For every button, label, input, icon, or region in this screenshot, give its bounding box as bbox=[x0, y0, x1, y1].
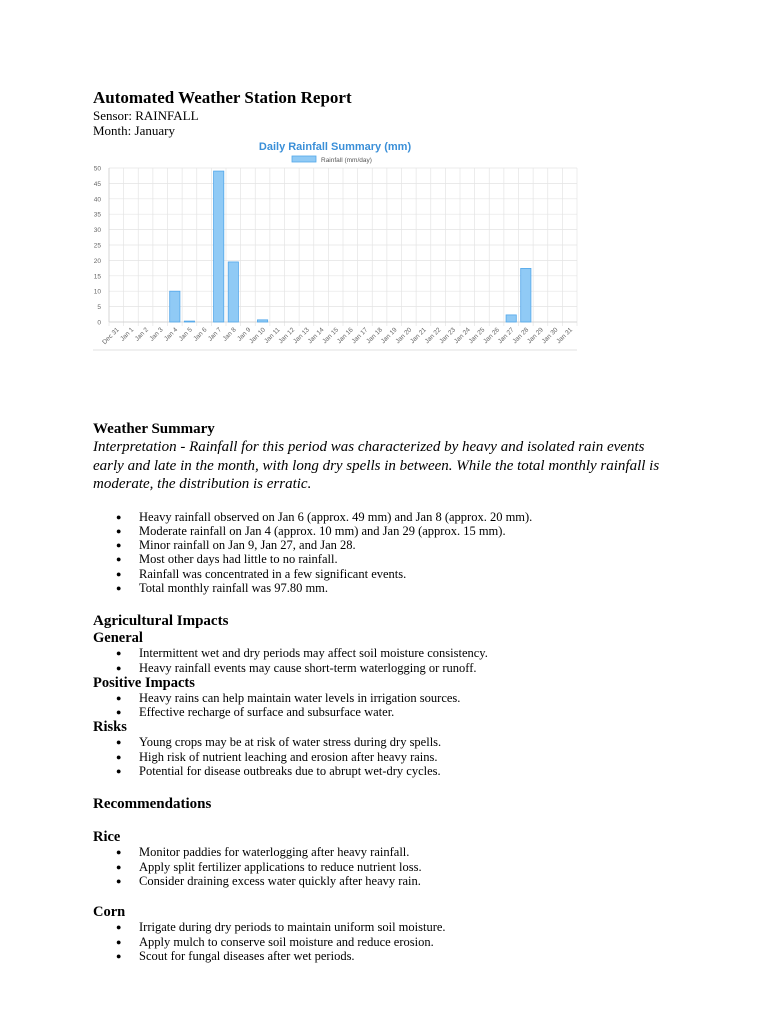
list-item: ● Heavy rainfall observed on Jan 6 (approx. 49 mm) and Jan 8 (approx. 20 mm). bbox=[139, 510, 693, 524]
risks-title: Risks bbox=[93, 719, 127, 736]
chart-title: Daily Rainfall Summary (mm) bbox=[258, 141, 412, 153]
list-item: ● Apply mulch to conserve soil moisture and reduce erosion. bbox=[139, 935, 693, 949]
x-tick-label: Jan 22 bbox=[423, 326, 443, 346]
x-tick-label: Jan 16 bbox=[335, 326, 355, 346]
corn-list bbox=[93, 920, 693, 963]
list-item: ● Total monthly rainfall was 97.80 mm. bbox=[139, 581, 693, 595]
report-title: Automated Weather Station Report bbox=[93, 88, 352, 107]
x-tick-label: Jan 6 bbox=[192, 326, 209, 343]
x-tick-label: Jan 9 bbox=[236, 326, 253, 343]
y-tick-label: 0 bbox=[97, 319, 101, 327]
y-tick-label: 15 bbox=[93, 273, 101, 281]
x-tick-label: Jan 18 bbox=[365, 326, 384, 346]
list-item: ● Moderate rainfall on Jan 4 (approx. 10 mm) and Jan 29 (approx. 15 mm). bbox=[139, 524, 693, 538]
bar bbox=[184, 321, 194, 322]
y-tick-label: 20 bbox=[93, 257, 101, 265]
list-item: ● Rainfall was concentrated in a few significant events. bbox=[139, 567, 693, 581]
x-tick-label: Jan 13 bbox=[292, 326, 311, 346]
y-tick-label: 25 bbox=[93, 242, 101, 250]
sensor-label: Sensor: RAINFALL bbox=[93, 108, 199, 123]
x-tick-label: Jan 3 bbox=[148, 326, 165, 343]
bar bbox=[521, 268, 531, 322]
list-item: ● Heavy rains can help maintain water levels in irrigation sources. bbox=[139, 691, 693, 705]
x-tick-label: Jan 25 bbox=[467, 326, 487, 346]
list-item: ● Effective recharge of surface and subsurface water. bbox=[139, 705, 693, 719]
rice-title: Rice bbox=[93, 829, 121, 846]
x-tick-label: Jan 27 bbox=[496, 326, 516, 346]
x-tick-label: Jan 4 bbox=[163, 326, 180, 343]
agricultural-impacts-title: Agricultural Impacts bbox=[93, 613, 229, 630]
list-item: ● Potential for disease outbreaks due to abrupt wet-dry cycles. bbox=[139, 764, 693, 778]
list-item: ● Minor rainfall on Jan 9, Jan 27, and Jan 28. bbox=[139, 538, 693, 552]
month-label: Month: January bbox=[93, 123, 175, 138]
x-tick-label: Jan 11 bbox=[263, 326, 282, 345]
y-tick-label: 30 bbox=[93, 227, 101, 235]
positive-impacts-list bbox=[93, 691, 693, 720]
y-tick-label: 10 bbox=[93, 288, 101, 296]
risks-list bbox=[93, 735, 693, 778]
x-tick-label: Jan 5 bbox=[177, 326, 194, 343]
list-item: ● Scout for fungal diseases after wet periods. bbox=[139, 949, 693, 963]
weather-summary-title: Weather Summary bbox=[93, 421, 215, 437]
rainfall-chart-svg bbox=[93, 141, 577, 401]
x-tick-label: Jan 1 bbox=[119, 326, 136, 343]
legend-label: Rainfall (mm/day) bbox=[321, 157, 372, 164]
list-item: ● Irrigate during dry periods to maintain uniform soil moisture. bbox=[139, 920, 693, 934]
general-list bbox=[93, 646, 693, 675]
x-tick-label: Jan 7 bbox=[206, 326, 224, 343]
x-tick-label: Jan 19 bbox=[379, 326, 399, 346]
y-tick-label: 40 bbox=[93, 196, 101, 204]
bar bbox=[506, 315, 516, 322]
weather-interpretation: Interpretation - Rainfall for this period was characterized by heavy and isolated rain events early and late in the month, with long dry spells in between. While the total monthly rainfall is moderate, the distribution is erratic. bbox=[93, 439, 660, 492]
x-tick-label: Jan 29 bbox=[526, 326, 545, 346]
rainfall-chart bbox=[93, 141, 577, 401]
list-item: ● Monitor paddies for waterlogging after heavy rainfall. bbox=[139, 845, 693, 859]
x-tick-label: Jan 12 bbox=[277, 326, 297, 346]
y-tick-label: 5 bbox=[97, 304, 101, 312]
bar bbox=[170, 291, 180, 322]
rice-list bbox=[93, 845, 693, 888]
positive-impacts-title: Positive Impacts bbox=[93, 674, 195, 691]
list-item: ● High risk of nutrient leaching and erosion after heavy rains. bbox=[139, 750, 693, 764]
x-tick-label: Jan 20 bbox=[394, 326, 414, 346]
x-tick-label: Jan 30 bbox=[540, 326, 560, 346]
x-tick-label: Jan 14 bbox=[306, 326, 326, 346]
report-page bbox=[93, 88, 693, 963]
bar bbox=[257, 320, 267, 322]
x-tick-label: Jan 8 bbox=[221, 326, 238, 343]
x-tick-label: Jan 24 bbox=[452, 326, 472, 346]
x-tick-label: Jan 26 bbox=[482, 326, 501, 346]
corn-title: Corn bbox=[93, 904, 126, 921]
x-tick-label: Jan 31 bbox=[555, 326, 575, 346]
x-tick-label: Jan 28 bbox=[511, 326, 531, 346]
y-tick-label: 50 bbox=[93, 165, 101, 173]
list-item: ● Young crops may be at risk of water stress during dry spells. bbox=[139, 735, 693, 749]
x-tick-label: Jan 21 bbox=[409, 326, 428, 346]
bar bbox=[214, 171, 224, 322]
recommendations-title: Recommendations bbox=[93, 796, 212, 813]
x-tick-label: Jan 2 bbox=[133, 326, 150, 343]
list-item: ● Apply split fertilizer applications to reduce nutrient loss. bbox=[139, 860, 693, 874]
weather-points-list bbox=[93, 510, 693, 596]
list-item: ● Heavy rainfall events may cause short-term waterlogging or runoff. bbox=[139, 661, 693, 675]
list-item: ● Most other days had little to no rainfall. bbox=[139, 552, 693, 566]
bar bbox=[228, 262, 238, 322]
y-tick-label: 35 bbox=[93, 211, 101, 219]
y-tick-label: 45 bbox=[93, 180, 101, 188]
list-item: ● Intermittent wet and dry periods may affect soil moisture consistency. bbox=[139, 646, 693, 660]
x-tick-label: Jan 10 bbox=[248, 326, 267, 346]
list-item: ● Consider draining excess water quickly after heavy rain. bbox=[139, 874, 693, 888]
general-title: General bbox=[93, 630, 143, 647]
legend-swatch bbox=[292, 156, 316, 162]
x-tick-label: Jan 23 bbox=[438, 326, 458, 346]
x-tick-label: Dec 31 bbox=[101, 326, 121, 346]
x-tick-label: Jan 17 bbox=[350, 326, 370, 346]
x-tick-label: Jan 15 bbox=[321, 326, 341, 346]
